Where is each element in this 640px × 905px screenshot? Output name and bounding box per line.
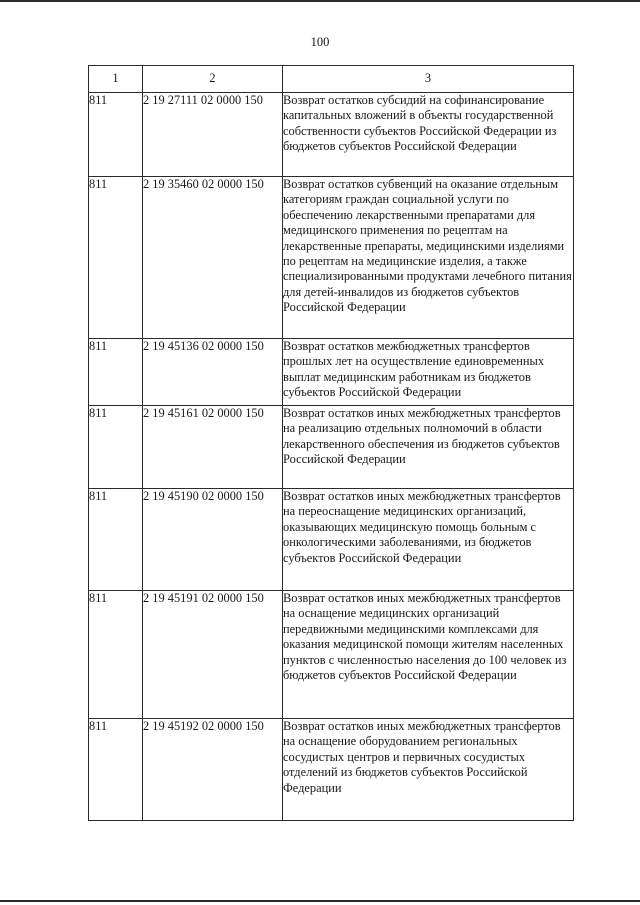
description-cell: Возврат остатков иных межбюджетных трансфертов на переоснащение медицинских организаций, оказывающих медицинскую помощь больным с онкологическими заболеваниями, из бюджетов субъектов Российской Федерации xyxy=(283,489,574,591)
top-border-line xyxy=(0,0,640,2)
table-row xyxy=(89,93,574,177)
admin-code-cell: 811 xyxy=(89,591,143,719)
column-header-2: 2 xyxy=(143,66,283,93)
budget-code-cell: 2 19 45136 02 0000 150 xyxy=(143,339,283,406)
budget-code-cell: 2 19 45191 02 0000 150 xyxy=(143,591,283,719)
table-row xyxy=(89,719,574,821)
description-cell: Возврат остатков иных межбюджетных трансфертов на оснащение медицинских организаций передвижными медицинскими комплексами для оказания медицинской помощи жителям населенных пунктов с численностью населения до 100 человек из бюджетов субъектов Российской Федерации xyxy=(283,591,574,719)
table-header-row xyxy=(89,66,574,93)
admin-code-cell: 811 xyxy=(89,339,143,406)
table-row xyxy=(89,406,574,489)
description-cell: Возврат остатков субвенций на оказание отдельным категориям граждан социальной услуги по обеспечению лекарственными препаратами для медицинского применения по рецептам на лекарственные препараты, медицинскими изделиями по рецептам на медицинские изделия, а также специализированными продуктами лечебного питания для детей-инвалидов из бюджетов субъектов Российской Федерации xyxy=(283,177,574,339)
budget-code-cell: 2 19 45161 02 0000 150 xyxy=(143,406,283,489)
budget-code-cell: 2 19 45190 02 0000 150 xyxy=(143,489,283,591)
admin-code-cell: 811 xyxy=(89,719,143,821)
table-row xyxy=(89,489,574,591)
description-cell: Возврат остатков субсидий на софинансирование капитальных вложений в объекты государственной собственности субъектов Российской Федерации из бюджетов субъектов Российской Федерации xyxy=(283,93,574,177)
table-row xyxy=(89,591,574,719)
table-row xyxy=(89,177,574,339)
admin-code-cell: 811 xyxy=(89,177,143,339)
column-header-3: 3 xyxy=(283,66,574,93)
column-header-1: 1 xyxy=(89,66,143,93)
admin-code-cell: 811 xyxy=(89,406,143,489)
budget-code-cell: 2 19 45192 02 0000 150 xyxy=(143,719,283,821)
description-cell: Возврат остатков иных межбюджетных трансфертов на реализацию отдельных полномочий в области лекарственного обеспечения из бюджетов субъектов Российской Федерации xyxy=(283,406,574,489)
table-row xyxy=(89,339,574,406)
page-number: 100 xyxy=(310,35,330,49)
description-cell: Возврат остатков иных межбюджетных трансфертов на оснащение оборудованием региональных сосудистых центров и первичных сосудистых отделений из бюджетов субъектов Российской Федерации xyxy=(283,719,574,821)
budget-classification-table xyxy=(88,65,574,821)
admin-code-cell: 811 xyxy=(89,93,143,177)
description-cell: Возврат остатков межбюджетных трансфертов прошлых лет на осуществление единовременных выплат медицинским работникам из бюджетов субъектов Российской Федерации xyxy=(283,339,574,406)
admin-code-cell: 811 xyxy=(89,489,143,591)
bottom-border-line xyxy=(0,900,640,902)
budget-code-cell: 2 19 35460 02 0000 150 xyxy=(143,177,283,339)
budget-code-cell: 2 19 27111 02 0000 150 xyxy=(143,93,283,177)
